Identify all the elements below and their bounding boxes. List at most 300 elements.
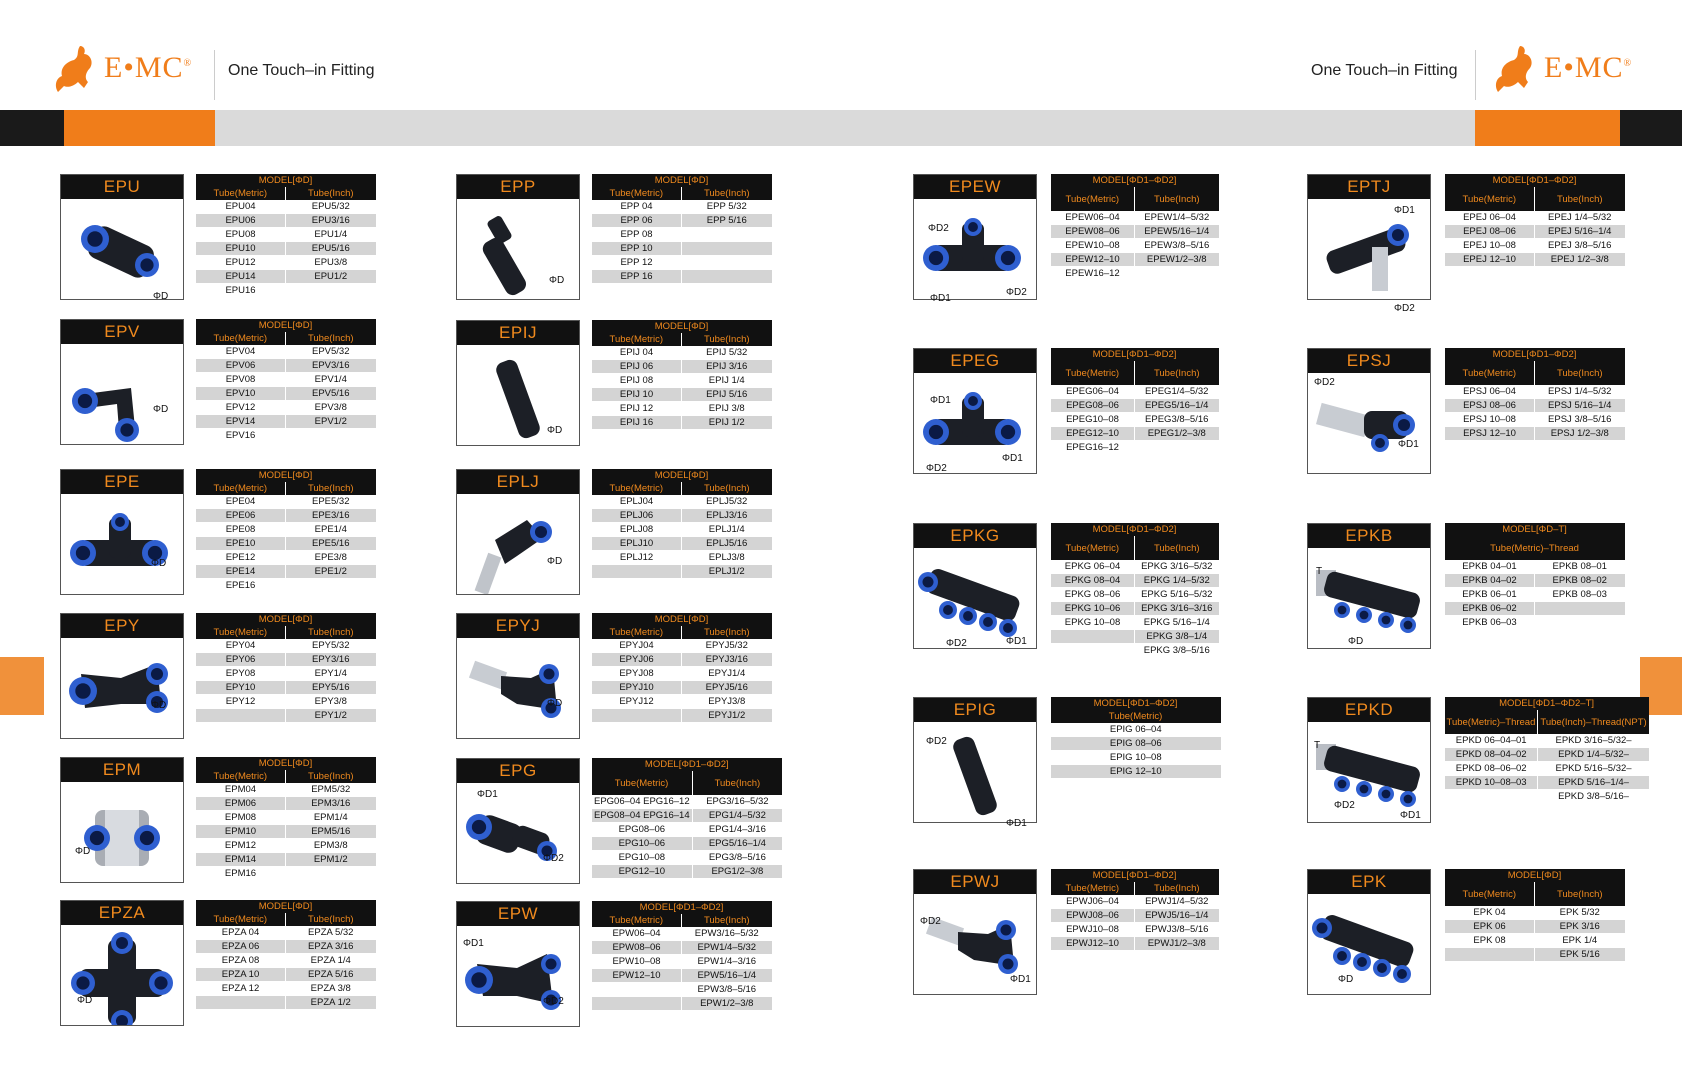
brand-logo-left bbox=[50, 42, 192, 94]
table-row bbox=[196, 345, 376, 359]
table-cell: EPEJ 5/16–1/4 bbox=[1535, 225, 1625, 239]
dimension-label: ΦD bbox=[547, 425, 563, 436]
table-cell: EPV04 bbox=[196, 345, 286, 359]
table-row bbox=[592, 270, 772, 284]
epkg-spec-table bbox=[1050, 523, 1219, 658]
table-row bbox=[1051, 895, 1219, 909]
table-cell: EPG5/16–1/4 bbox=[692, 837, 782, 851]
table-cell: EPZA 04 bbox=[196, 926, 286, 940]
table-cell: EPYJ06 bbox=[592, 653, 682, 667]
table-row bbox=[196, 401, 376, 415]
epp-spec-table bbox=[591, 174, 772, 284]
table-row bbox=[592, 823, 783, 837]
table-row bbox=[1445, 239, 1625, 253]
table-row bbox=[592, 346, 772, 360]
table-cell: EPLJ5/32 bbox=[682, 495, 772, 509]
product-name: EPM bbox=[61, 758, 183, 782]
table-cell: EPG3/8–5/16 bbox=[692, 851, 782, 865]
table-cell: EPM16 bbox=[196, 867, 286, 881]
table-cell: EPP 08 bbox=[592, 228, 682, 242]
product-name: EPKB bbox=[1308, 524, 1430, 548]
table-cell: EPM3/8 bbox=[286, 839, 376, 853]
column-header: Tube(Inch) bbox=[286, 482, 376, 495]
table-row bbox=[592, 795, 783, 809]
table-row bbox=[196, 825, 376, 839]
table-cell: EPU14 bbox=[196, 270, 286, 284]
table-row bbox=[196, 200, 376, 214]
table-cell: EPV08 bbox=[196, 373, 286, 387]
table-row bbox=[1051, 560, 1219, 574]
header-band-orange-right bbox=[1475, 110, 1620, 146]
table-cell: EPKD 08–04–02 bbox=[1445, 748, 1538, 762]
table-row bbox=[592, 551, 772, 565]
table-cell bbox=[286, 867, 376, 881]
table-cell: EPZA 5/32 bbox=[286, 926, 376, 940]
model-header: MODEL[ΦD1–ΦD2] bbox=[1445, 348, 1625, 361]
table-row bbox=[592, 374, 772, 388]
table-row bbox=[592, 809, 783, 823]
table-row bbox=[1445, 748, 1649, 762]
epk-fitting-image bbox=[1308, 894, 1430, 994]
epg-product-card bbox=[456, 758, 580, 884]
table-cell: EPP 06 bbox=[592, 214, 682, 228]
table-cell: EPWJ5/16–1/4 bbox=[1135, 909, 1219, 923]
table-cell: EPKG 10–08 bbox=[1051, 616, 1135, 630]
table-cell: EPW1/4–5/32 bbox=[682, 941, 772, 955]
model-header: MODEL[ΦD] bbox=[196, 469, 376, 482]
table-row bbox=[196, 495, 376, 509]
dimension-label: ΦD1 bbox=[463, 938, 484, 949]
model-header: MODEL[ΦD1–ΦD2] bbox=[1051, 869, 1219, 882]
table-cell: EPE10 bbox=[196, 537, 286, 551]
dimension-label: T bbox=[1314, 740, 1321, 751]
table-cell: EPK 5/16 bbox=[1535, 948, 1625, 962]
table-row bbox=[196, 228, 376, 242]
dimension-label: ΦD bbox=[153, 291, 169, 302]
table-cell: EPW08–06 bbox=[592, 941, 682, 955]
table-cell bbox=[286, 579, 376, 593]
table-cell: EPY12 bbox=[196, 695, 286, 709]
dimension-label: ΦD2 bbox=[1334, 800, 1355, 811]
epw-spec-table bbox=[591, 901, 772, 1011]
table-cell: EPLJ10 bbox=[592, 537, 682, 551]
table-cell: EPE08 bbox=[196, 523, 286, 537]
column-header: Tube(Metric) bbox=[1445, 361, 1535, 385]
table-cell: EPEJ 3/8–5/16 bbox=[1535, 239, 1625, 253]
eplj-spec-table bbox=[591, 469, 772, 579]
table-row bbox=[592, 695, 772, 709]
table-cell: EPU5/32 bbox=[286, 200, 376, 214]
column-header: Tube(Inch) bbox=[286, 332, 376, 345]
product-name: EPE bbox=[61, 470, 183, 494]
column-header: Tube(Inch) bbox=[286, 913, 376, 926]
column-header: Tube(Metric) bbox=[196, 482, 286, 495]
table-cell: EPY1/4 bbox=[286, 667, 376, 681]
product-name: EPIG bbox=[914, 698, 1036, 722]
table-cell: EPKG 3/8–1/4 bbox=[1135, 630, 1219, 644]
column-header: Tube(Metric) bbox=[1051, 536, 1135, 560]
column-header: Tube(Metric) bbox=[196, 626, 286, 639]
table-cell: EPYJ08 bbox=[592, 667, 682, 681]
table-cell: EPV14 bbox=[196, 415, 286, 429]
table-cell: EPIJ 08 bbox=[592, 374, 682, 388]
table-row bbox=[1051, 616, 1219, 630]
table-cell: EPKB 08–01 bbox=[1535, 560, 1625, 574]
table-cell bbox=[682, 256, 772, 270]
epwj-spec-table bbox=[1050, 869, 1219, 951]
epyj-fitting-image bbox=[457, 638, 579, 738]
epkd-fitting-image bbox=[1308, 722, 1430, 822]
model-header: MODEL[ΦD1–ΦD2] bbox=[1445, 174, 1625, 187]
table-row bbox=[592, 681, 772, 695]
table-cell: EPIJ 10 bbox=[592, 388, 682, 402]
table-row bbox=[1051, 253, 1219, 267]
column-header: Tube(Inch) bbox=[286, 770, 376, 783]
table-cell: EPIJ 3/8 bbox=[682, 402, 772, 416]
table-cell bbox=[286, 429, 376, 443]
table-cell: EPIJ 5/32 bbox=[682, 346, 772, 360]
dimension-label: ΦD2 bbox=[543, 853, 564, 864]
table-cell: EPE5/16 bbox=[286, 537, 376, 551]
table-row bbox=[1051, 239, 1219, 253]
epkb-spec-table bbox=[1444, 523, 1625, 630]
table-row bbox=[1051, 225, 1219, 239]
table-row bbox=[1051, 630, 1219, 644]
column-header: Tube(Metric) bbox=[196, 913, 286, 926]
table-cell: EPE5/32 bbox=[286, 495, 376, 509]
table-row bbox=[592, 402, 772, 416]
epv-spec-table bbox=[195, 319, 376, 443]
table-row bbox=[1445, 399, 1625, 413]
table-row bbox=[1051, 644, 1219, 658]
column-header: Tube(Inch) bbox=[286, 187, 376, 200]
table-cell: EPE12 bbox=[196, 551, 286, 565]
table-row bbox=[592, 667, 772, 681]
table-row bbox=[196, 214, 376, 228]
product-name: EPZA bbox=[61, 901, 183, 925]
table-cell: EPYJ1/2 bbox=[682, 709, 772, 723]
table-cell: EPG06–04 EPG16–12 bbox=[592, 795, 693, 809]
table-cell: EPSJ 3/8–5/16 bbox=[1535, 413, 1625, 427]
table-cell: EPIJ 06 bbox=[592, 360, 682, 374]
epkg-product-card bbox=[913, 523, 1037, 649]
table-cell: EPE14 bbox=[196, 565, 286, 579]
column-header: Tube(Inch) bbox=[1135, 536, 1219, 560]
table-row bbox=[592, 709, 772, 723]
table-cell: EPSJ 1/4–5/32 bbox=[1535, 385, 1625, 399]
dimension-label: ΦD1 bbox=[1006, 636, 1027, 647]
model-header: MODEL[ΦD1–ΦD2–T] bbox=[1445, 697, 1649, 710]
table-row bbox=[1445, 253, 1625, 267]
table-cell: EPW06–04 bbox=[592, 927, 682, 941]
brand-name: E•MC® bbox=[1544, 51, 1633, 84]
table-row bbox=[592, 653, 772, 667]
table-row bbox=[1051, 723, 1221, 737]
header-divider bbox=[1475, 50, 1476, 100]
table-cell: EPEG10–08 bbox=[1051, 413, 1135, 427]
table-cell: EPWJ1/4–5/32 bbox=[1135, 895, 1219, 909]
column-header: Tube(Inch) bbox=[692, 771, 782, 795]
table-row bbox=[1051, 909, 1219, 923]
table-row bbox=[1051, 211, 1219, 225]
column-header: Tube(Metric) bbox=[592, 333, 682, 346]
dimension-label: ΦD2 bbox=[920, 916, 941, 927]
table-row bbox=[592, 639, 772, 653]
table-cell: EPKD 5/16–5/32– bbox=[1538, 762, 1649, 776]
table-row bbox=[196, 968, 376, 982]
table-cell: EPKG 3/16–5/32 bbox=[1135, 560, 1219, 574]
model-header: MODEL[ΦD1–ΦD2] bbox=[1051, 523, 1219, 536]
model-header: MODEL[ΦD1–ΦD2] bbox=[1051, 348, 1219, 361]
table-row bbox=[592, 955, 772, 969]
table-cell: EPG12–10 bbox=[592, 865, 693, 879]
table-row bbox=[1445, 385, 1625, 399]
table-cell: EPU12 bbox=[196, 256, 286, 270]
table-cell: EPSJ 06–04 bbox=[1445, 385, 1535, 399]
dimension-label: ΦD bbox=[547, 556, 563, 567]
table-cell: EPKB 06–03 bbox=[1445, 616, 1535, 630]
table-row bbox=[196, 284, 376, 298]
product-name: EPG bbox=[457, 759, 579, 783]
table-cell: EPY5/16 bbox=[286, 681, 376, 695]
table-row bbox=[196, 551, 376, 565]
eptj-spec-table bbox=[1444, 174, 1625, 267]
table-cell: EPU04 bbox=[196, 200, 286, 214]
table-cell: EPM10 bbox=[196, 825, 286, 839]
table-cell bbox=[1135, 441, 1219, 455]
model-header: MODEL[ΦD1–ΦD2] bbox=[592, 901, 772, 914]
table-cell bbox=[1445, 790, 1538, 804]
table-cell: EPYJ3/16 bbox=[682, 653, 772, 667]
table-cell: EPU10 bbox=[196, 242, 286, 256]
table-cell: EPKB 04–02 bbox=[1445, 574, 1535, 588]
epkd-product-card bbox=[1307, 697, 1431, 823]
table-row bbox=[196, 639, 376, 653]
table-row bbox=[1051, 923, 1219, 937]
product-name: EPYJ bbox=[457, 614, 579, 638]
table-row bbox=[196, 681, 376, 695]
model-header: MODEL[ΦD] bbox=[592, 469, 772, 482]
table-cell: EPKG 08–06 bbox=[1051, 588, 1135, 602]
table-cell: EPV3/16 bbox=[286, 359, 376, 373]
table-cell: EPG1/4–5/32 bbox=[692, 809, 782, 823]
product-name: EPEW bbox=[914, 175, 1036, 199]
column-header: Tube(Metric) bbox=[592, 914, 682, 927]
table-cell: EPEW1/2–3/8 bbox=[1135, 253, 1219, 267]
table-cell: EPZA 12 bbox=[196, 982, 286, 996]
table-cell: EPEJ 1/4–5/32 bbox=[1535, 211, 1625, 225]
table-row bbox=[196, 797, 376, 811]
epm-spec-table bbox=[195, 757, 376, 881]
product-name: EPSJ bbox=[1308, 349, 1430, 373]
page-title-right: One Touch–in Fitting bbox=[1311, 62, 1458, 79]
table-row bbox=[1051, 737, 1221, 751]
column-header: Tube(Metric) bbox=[592, 771, 693, 795]
epza-product-card bbox=[60, 900, 184, 1026]
table-row bbox=[1051, 385, 1219, 399]
table-row bbox=[196, 509, 376, 523]
table-row bbox=[592, 865, 783, 879]
table-row bbox=[196, 853, 376, 867]
table-row bbox=[1445, 920, 1625, 934]
table-cell: EPK 06 bbox=[1445, 920, 1535, 934]
table-cell: EPY08 bbox=[196, 667, 286, 681]
table-row bbox=[196, 579, 376, 593]
column-header: Tube(Inch) bbox=[682, 187, 772, 200]
table-cell bbox=[1445, 948, 1535, 962]
table-row bbox=[592, 969, 772, 983]
table-cell: EPV12 bbox=[196, 401, 286, 415]
epew-fitting-image bbox=[914, 199, 1036, 299]
table-row bbox=[196, 373, 376, 387]
table-row bbox=[196, 667, 376, 681]
table-cell: EPE04 bbox=[196, 495, 286, 509]
table-cell: EPM12 bbox=[196, 839, 286, 853]
goat-logo-icon bbox=[50, 42, 98, 94]
table-cell: EPWJ08–06 bbox=[1051, 909, 1135, 923]
table-cell: EPYJ5/16 bbox=[682, 681, 772, 695]
table-row bbox=[196, 811, 376, 825]
table-cell: EPIJ 1/4 bbox=[682, 374, 772, 388]
table-row bbox=[1051, 751, 1221, 765]
model-header: MODEL[ΦD1–ΦD2] bbox=[592, 758, 783, 771]
table-row bbox=[1445, 225, 1625, 239]
eplj-fitting-image bbox=[457, 494, 579, 594]
table-cell: EPW1/4–3/16 bbox=[682, 955, 772, 969]
table-row bbox=[1445, 776, 1649, 790]
column-header: Tube(Inch) bbox=[682, 626, 772, 639]
column-header: Tube(Inch) bbox=[1135, 361, 1219, 385]
column-header: Tube(Inch) bbox=[286, 626, 376, 639]
table-cell: EPW5/16–1/4 bbox=[682, 969, 772, 983]
table-row bbox=[592, 941, 772, 955]
table-row bbox=[1445, 574, 1625, 588]
table-cell: EPE1/2 bbox=[286, 565, 376, 579]
table-cell: EPY06 bbox=[196, 653, 286, 667]
column-header: Tube(Metric) bbox=[1051, 361, 1135, 385]
table-cell: EPV1/4 bbox=[286, 373, 376, 387]
table-row bbox=[592, 495, 772, 509]
column-header: Tube(Inch) bbox=[1535, 187, 1625, 211]
table-cell: EPV1/2 bbox=[286, 415, 376, 429]
table-row bbox=[592, 228, 772, 242]
dimension-label: ΦD bbox=[1348, 636, 1364, 647]
table-cell bbox=[196, 996, 286, 1010]
epig-product-card bbox=[913, 697, 1037, 829]
epsj-spec-table bbox=[1444, 348, 1625, 441]
epe-fitting-image bbox=[61, 494, 183, 594]
eptj-product-card bbox=[1307, 174, 1431, 314]
table-row bbox=[1445, 413, 1625, 427]
epv-product-card bbox=[60, 319, 184, 445]
table-cell: EPEW10–08 bbox=[1051, 239, 1135, 253]
table-row bbox=[1445, 934, 1625, 948]
model-header: MODEL[ΦD1–ΦD2] bbox=[1051, 697, 1221, 710]
table-cell: EPE06 bbox=[196, 509, 286, 523]
column-header: Tube(Metric) bbox=[196, 332, 286, 345]
table-row bbox=[592, 927, 772, 941]
epwj-product-card bbox=[913, 869, 1037, 995]
dimension-label: ΦD1 bbox=[1010, 974, 1031, 985]
table-cell: EPIJ 1/2 bbox=[682, 416, 772, 430]
table-cell bbox=[286, 284, 376, 298]
table-cell: EPIG 06–04 bbox=[1051, 723, 1221, 737]
epu-product-card bbox=[60, 174, 184, 300]
table-row bbox=[196, 982, 376, 996]
column-header: Tube(Inch) bbox=[1135, 187, 1219, 211]
table-row bbox=[1445, 790, 1649, 804]
table-cell: EPZA 10 bbox=[196, 968, 286, 982]
table-cell: EPWJ1/2–3/8 bbox=[1135, 937, 1219, 951]
model-header: MODEL[ΦD] bbox=[196, 613, 376, 626]
table-cell: EPEG06–04 bbox=[1051, 385, 1135, 399]
table-cell bbox=[592, 997, 682, 1011]
table-cell: EPW10–08 bbox=[592, 955, 682, 969]
dimension-label: ΦD1 bbox=[1002, 453, 1023, 464]
column-header: Tube(Metric) bbox=[1445, 882, 1535, 906]
table-cell: EPIG 10–08 bbox=[1051, 751, 1221, 765]
epkb-fitting-image bbox=[1308, 548, 1430, 648]
table-cell: EPZA 5/16 bbox=[286, 968, 376, 982]
column-header: Tube(Inch) bbox=[682, 333, 772, 346]
table-cell: EPSJ 08–06 bbox=[1445, 399, 1535, 413]
header-band-dark-right bbox=[1620, 110, 1682, 146]
table-cell bbox=[592, 983, 682, 997]
table-row bbox=[1445, 560, 1625, 574]
table-cell: EPLJ5/16 bbox=[682, 537, 772, 551]
table-cell: EPLJ1/4 bbox=[682, 523, 772, 537]
product-name: EPKD bbox=[1308, 698, 1430, 722]
model-header: MODEL[ΦD] bbox=[196, 757, 376, 770]
table-cell: EPSJ 12–10 bbox=[1445, 427, 1535, 441]
epeg-spec-table bbox=[1050, 348, 1219, 455]
table-cell: EPWJ10–08 bbox=[1051, 923, 1135, 937]
table-cell: EPE16 bbox=[196, 579, 286, 593]
header-band-orange-left bbox=[64, 110, 215, 146]
table-cell bbox=[1535, 602, 1625, 616]
table-cell: EPM06 bbox=[196, 797, 286, 811]
table-cell: EPV5/16 bbox=[286, 387, 376, 401]
table-row bbox=[592, 997, 772, 1011]
table-row bbox=[196, 783, 376, 797]
dimension-label: ΦD2 bbox=[543, 996, 564, 1007]
table-cell: EPV16 bbox=[196, 429, 286, 443]
table-cell bbox=[1135, 267, 1219, 281]
table-row bbox=[592, 360, 772, 374]
epkd-spec-table bbox=[1444, 697, 1649, 804]
table-row bbox=[1051, 765, 1221, 779]
table-cell: EPU3/8 bbox=[286, 256, 376, 270]
epw-product-card bbox=[456, 901, 580, 1027]
table-cell: EPIJ 12 bbox=[592, 402, 682, 416]
product-name: EPIJ bbox=[457, 321, 579, 345]
epk-product-card bbox=[1307, 869, 1431, 995]
table-cell: EPEW5/16–1/4 bbox=[1135, 225, 1219, 239]
epew-product-card bbox=[913, 174, 1037, 304]
table-row bbox=[196, 867, 376, 881]
table-cell: EPG10–08 bbox=[592, 851, 693, 865]
dimension-label: ΦD2 bbox=[926, 463, 947, 474]
table-cell: EPZA 3/8 bbox=[286, 982, 376, 996]
table-cell: EPU08 bbox=[196, 228, 286, 242]
dimension-label: ΦD2 bbox=[1006, 287, 1027, 298]
table-cell: EPEG08–06 bbox=[1051, 399, 1135, 413]
table-cell: EPP 10 bbox=[592, 242, 682, 256]
table-cell: EPM5/32 bbox=[286, 783, 376, 797]
table-cell: EPLJ3/8 bbox=[682, 551, 772, 565]
table-cell: EPKD 3/8–5/16– bbox=[1538, 790, 1649, 804]
dimension-label: ΦD bbox=[547, 698, 563, 709]
